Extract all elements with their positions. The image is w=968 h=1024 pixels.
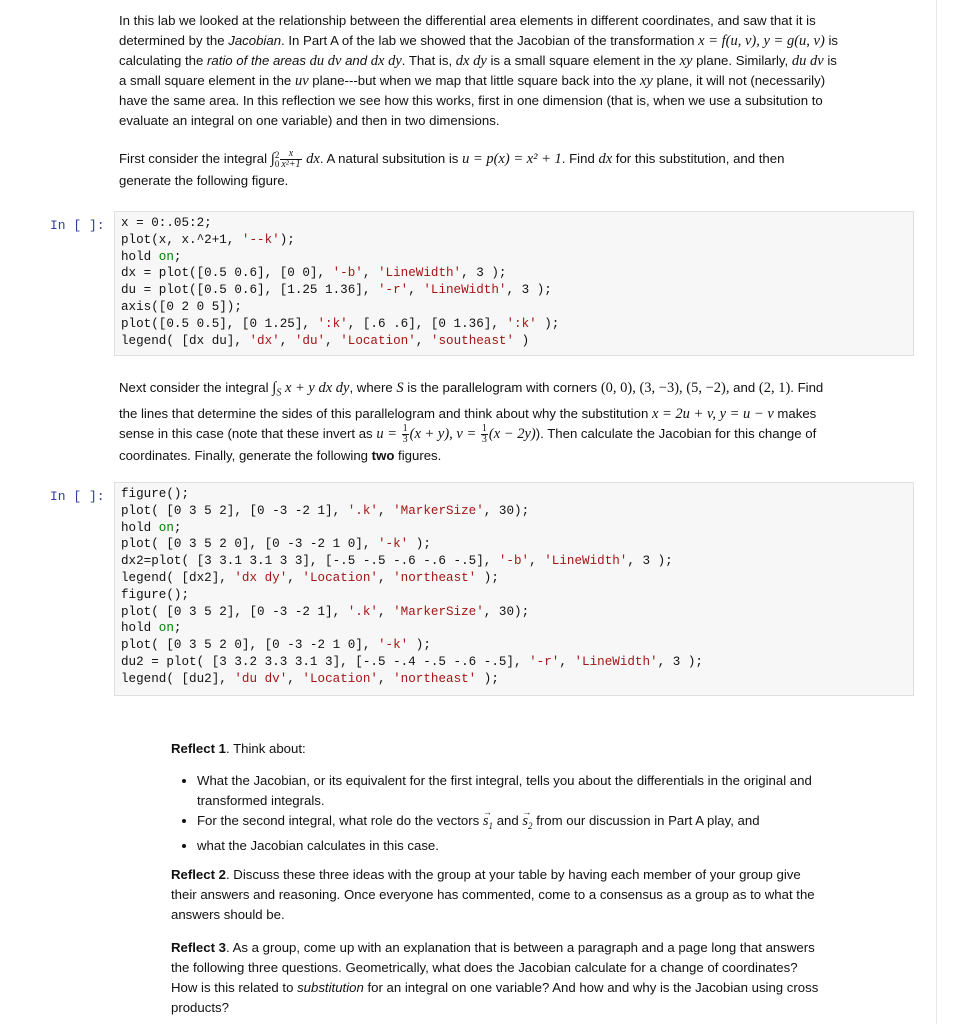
code-line — [121, 215, 907, 232]
reflect-2-line-3: answers should be. — [171, 907, 285, 922]
intro-line-1: In this lab we looked at the relationship between the differential area elements in different coordinates, and saw that it is — [119, 13, 816, 28]
code-token: hold — [121, 249, 159, 264]
code-token: 'northeast' — [393, 671, 477, 686]
reflect-2-line-1: Reflect 2. Discuss these three ideas with the group at your table by having each member of your group give — [171, 867, 801, 882]
code-line — [121, 316, 907, 333]
first-integral-text — [119, 148, 919, 192]
code-token: plot([0.5 0.5], [0 1.25], — [121, 316, 318, 331]
code-token: , [.6 .6], [0 1.36], — [347, 316, 507, 331]
code-token: hold — [121, 621, 159, 636]
reflect-1-bullet-3: • what the Jacobian calculates in this case. — [197, 836, 871, 856]
code-token: axis([0 2 0 5]); — [121, 299, 242, 314]
code-token: , — [415, 333, 431, 348]
code-token: 'LineWidth' — [574, 654, 658, 669]
code-token: , 3 ); — [461, 266, 507, 281]
code-token: '.k' — [347, 503, 378, 518]
code-token: dx2=plot( [3 3.1 3.1 3 3], [-.5 -.5 -.6 -.6 -.5], — [121, 554, 499, 569]
reflect-3 — [171, 938, 871, 1018]
reflect-3-line-4: products? — [171, 1000, 229, 1015]
vector-s1: → $s_1$ — [483, 813, 493, 829]
code-token: 'dx' — [249, 333, 280, 348]
code-token: figure(); — [121, 487, 190, 501]
second-line-4: coordinates. Finally, generate the following two figures. — [119, 447, 442, 463]
code-token: , 30); — [483, 604, 530, 619]
code-token: '.k' — [347, 604, 378, 619]
code-token: on — [158, 520, 174, 535]
first-line-2: generate the following figure. — [119, 173, 289, 189]
code-cell-1[interactable] — [114, 211, 914, 356]
code-token: ) — [514, 333, 530, 348]
code-token: ); — [279, 232, 295, 247]
code-token: figure(); — [121, 587, 190, 602]
code-line — [121, 570, 907, 587]
code-token: , — [408, 283, 424, 298]
code-token: legend( [dx2], — [121, 570, 235, 585]
code-token: ); — [536, 316, 560, 331]
code-token: hold — [121, 520, 159, 535]
code-token: , — [362, 266, 378, 281]
code-token: , — [287, 570, 303, 585]
second-line-2: the lines that determine the sides of this parallelogram and think about why the substitution x = 2u + v, y = u − v makes — [119, 405, 817, 422]
code-line — [121, 587, 907, 604]
cell-prompt-1: In [ ]: — [50, 218, 105, 233]
reflect-1-lead: Reflect 1. Think about: — [171, 741, 306, 756]
reflect-1-list — [171, 771, 871, 856]
code-token: plot( [0 3 5 2 0], [0 -3 -2 1 0], — [121, 537, 378, 552]
code-token: , — [279, 333, 295, 348]
second-integral-text — [119, 378, 919, 466]
reflect-2 — [171, 865, 871, 925]
code-token: 'du' — [294, 333, 326, 348]
code-token: , — [559, 654, 575, 669]
second-line-3: sense in this case (note that these invert as u = $\frac{1}{3}$ (x + y), v = $\frac{1}{3}$ (x − 2y)). Then calculate the Jacobian for this change of — [119, 422, 817, 445]
code-token: 'Location' — [340, 333, 416, 348]
code-token: ; — [173, 621, 182, 636]
intro-line-4: a small square element in the uv plane---but when we map that little square back into the xy plane, it will not (necessarily) — [119, 73, 826, 89]
code-token: 'southeast' — [430, 333, 515, 348]
code-token: ':k' — [506, 316, 537, 331]
reflect-3-line-2: the following three questions. Geometrically, what does the Jacobian calculate for a change of coordinates? — [171, 960, 798, 975]
second-line-1: Next consider the integral $\int_S$ x + y dx dy, where S is the parallelogram with corners (0, 0), (3, −3), (5, −2), and (2, 1). Find — [119, 380, 824, 399]
code-cell-2[interactable] — [114, 482, 914, 696]
code-line — [121, 249, 907, 266]
reflect-1-bullet-1: • What the Jacobian, or its equivalent for the first integral, tells you about the differentials in the original and transformed integrals. — [197, 771, 871, 811]
code-line — [121, 265, 907, 282]
first-line-1: First consider the integral ∫ 2 0 $\frac{x}{\text{x²+1}}$ dx. A natural subsitution is u = p(x) = x² + 1. Find dx for this substitution, and then — [119, 148, 785, 171]
code-token: '--k' — [241, 232, 280, 247]
code-line — [121, 553, 907, 570]
code-token: , — [287, 671, 303, 686]
code-token: dx = plot([0.5 0.6], [0 0], — [121, 266, 333, 281]
code-line — [121, 620, 907, 637]
code-token: 'Location' — [302, 671, 378, 686]
vector-s2: → $s_2$ — [522, 813, 532, 829]
intro-line-6: evaluate an integral on one variable) and then in two dimensions. — [119, 113, 500, 128]
code-token: 'LineWidth' — [423, 283, 507, 298]
code-token: ); — [408, 638, 431, 653]
code-token: plot( [0 3 5 2], [0 -3 -2 1], — [121, 503, 348, 518]
fraction-x-over-x2p1: $\frac{x}{\text{x²+1}}$ — [281, 148, 301, 171]
fraction-one-third-b: $\frac{1}{3}$ — [481, 422, 487, 445]
code-token: '-b' — [332, 266, 363, 281]
code-token: 'northeast' — [393, 570, 477, 585]
code-line — [121, 654, 907, 671]
code-token: plot( [0 3 5 2 0], [0 -3 -2 1 0], — [121, 638, 378, 653]
code-token: x = 0:.05:2; — [121, 216, 212, 230]
code-token: ); — [476, 570, 499, 585]
code-line — [121, 282, 907, 299]
code-token: legend( [dx du], — [121, 333, 250, 348]
code-token: ; — [173, 249, 182, 264]
code-token: 'LineWidth' — [544, 554, 628, 569]
code-token: '-r' — [529, 654, 560, 669]
code-token: , 3 ); — [506, 283, 552, 298]
code-token: , — [529, 554, 545, 569]
cell-prompt-2: In [ ]: — [50, 489, 105, 504]
code-token: , 3 ); — [627, 554, 673, 569]
code-token: ':k' — [317, 316, 348, 331]
code-token: , — [325, 333, 341, 348]
code-token: ; — [173, 520, 182, 535]
right-divider — [936, 0, 937, 1024]
code-token: 'Location' — [302, 570, 378, 585]
code-token: 'du dv' — [234, 671, 288, 686]
reflect-3-line-3: How is this related to substitution for an integral on one variable? And how and why is the Jacobian using cross — [171, 980, 819, 995]
code-token: '-b' — [498, 554, 530, 569]
intro-text — [119, 11, 919, 131]
reflect-1 — [171, 739, 871, 856]
code-token: , — [377, 671, 394, 686]
code-token: ); — [408, 537, 431, 552]
code-token: , 3 ); — [657, 654, 703, 669]
code-line — [121, 503, 907, 520]
code-token: '-k' — [377, 638, 409, 653]
code-line — [121, 232, 907, 249]
code-token: du2 = plot( [3 3.2 3.3 3.1 3], [-.5 -.4 -.5 -.6 -.5], — [121, 654, 530, 669]
code-token: on — [158, 621, 174, 636]
intro-line-3: calculating the ratio of the areas du dv and dx dy. That is, dx dy is a small square element in the xy plane. Similarly, du dv is — [119, 53, 837, 69]
code-token: , — [377, 604, 394, 619]
code-line — [121, 333, 907, 350]
code-token: plot(x, x.^2+1, — [121, 232, 242, 247]
code-line — [121, 520, 907, 537]
code-line — [121, 637, 907, 654]
code-token: 'MarkerSize' — [393, 604, 484, 619]
code-token: 'dx dy' — [234, 570, 288, 585]
code-token: legend( [du2], — [121, 671, 235, 686]
code-line — [121, 671, 907, 688]
intro-line-5: have the same area. In this reflection we see how this works, first in one dimension (that is, when we use a subsitution to — [119, 93, 823, 108]
intro-line-2: determined by the Jacobian. In Part A of the lab we showed that the Jacobian of the transformation x = f(u, v), y = g(u, v) is — [119, 33, 838, 49]
code-token: 'MarkerSize' — [393, 503, 484, 518]
fraction-one-third-a: $\frac{1}{3}$ — [402, 422, 408, 445]
code-token: du = plot([0.5 0.6], [1.25 1.36], — [121, 283, 378, 298]
code-token: '-r' — [377, 283, 409, 298]
code-line — [121, 604, 907, 621]
code-token: , — [377, 503, 394, 518]
reflect-2-line-2: their answers and reasoning. Once everyone has commented, come to a consensus as a group as to what the — [171, 887, 815, 902]
code-line — [121, 486, 907, 503]
code-token: '-k' — [377, 537, 409, 552]
reflect-1-bullet-2: • For the second integral, what role do the vectors → $s_1$ and → $s_2$ from our discussion in Part A play, and — [197, 811, 871, 836]
reflect-3-line-1: Reflect 3. As a group, come up with an explanation that is between a paragraph and a page long that answers — [171, 940, 815, 955]
code-line — [121, 536, 907, 553]
code-line — [121, 299, 907, 316]
code-token: 'LineWidth' — [377, 266, 462, 281]
code-token: ); — [476, 671, 499, 686]
code-token: plot( [0 3 5 2], [0 -3 -2 1], — [121, 604, 348, 619]
code-token: on — [158, 249, 174, 264]
code-token: , — [377, 570, 394, 585]
code-token: , 30); — [483, 503, 530, 518]
